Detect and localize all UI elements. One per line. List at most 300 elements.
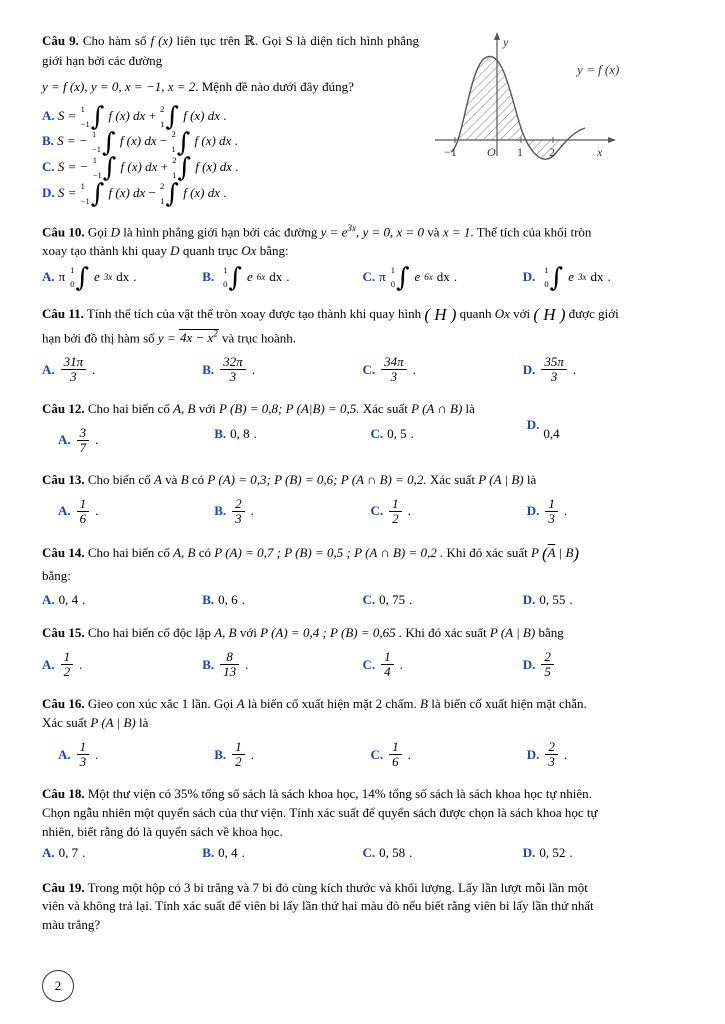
q10-option-C-letter: C.: [362, 269, 376, 285]
q10-label: Câu 10.: [42, 224, 85, 240]
q13-option-C-fraction: $\frac{1}{2}$: [389, 497, 402, 526]
q16-t3: là biến cố xuất hiện mặt chẵn.: [431, 696, 587, 712]
q19-text-line1: Trong một hộp có 3 bi trắng và 7 bi đỏ cùng kích thước và khối lượng. Lấy lần lượt mỗi lần một: [87, 879, 588, 895]
q16-t1: Gieo con xúc xắc 1 lần. Gọi: [87, 696, 234, 712]
q12-option-A-end: .: [95, 432, 99, 448]
q9-option-C-body2: f (x) dx: [195, 159, 233, 175]
q11-option-B-letter: B.: [202, 361, 215, 377]
q12-label: Câu 12.: [42, 401, 85, 417]
q13-option-D[interactable]: [527, 497, 683, 526]
q18-line3: [42, 823, 683, 842]
q9-option-B-letter: B.: [42, 133, 54, 149]
q16-option-C-end: .: [407, 746, 411, 762]
q16-option-A-letter: A.: [58, 746, 71, 762]
q13-label: Câu 13.: [42, 472, 85, 488]
q14-option-B-value: 0, 6: [218, 592, 238, 608]
q15-option-A[interactable]: [42, 650, 202, 679]
q9-text-mid: liên tục trên: [176, 33, 241, 48]
q15-label: Câu 15.: [42, 625, 85, 641]
q10-option-B-exp: 6x: [256, 272, 266, 283]
q19-line1: [42, 879, 683, 898]
q18-text-line1: Một thư viện có 35% tổng số sách là sách khoa học, 14% tổng số sách là sách khoa học tự nhiên.: [87, 786, 592, 802]
q10-option-C-dx: dx: [436, 269, 450, 285]
q14-option-C-letter: C.: [362, 592, 376, 608]
q13-option-B-end: .: [250, 503, 254, 519]
q11-option-C[interactable]: [363, 355, 523, 384]
q10-option-A-dx: dx: [116, 269, 130, 285]
q10-D: D: [110, 224, 121, 240]
q15-option-B-end: .: [245, 656, 249, 672]
q12-option-A-letter: A.: [58, 432, 71, 448]
q18-line2: [42, 804, 683, 823]
q12-option-A-fraction: $\frac{3}{7}$: [77, 426, 90, 455]
q9-option-C-int1: 1 −1 ∫: [92, 153, 117, 184]
q11-option-C-end: .: [412, 361, 416, 377]
q14-text: [42, 542, 683, 567]
q16-text: [42, 695, 683, 714]
q15-option-D-letter: D.: [522, 656, 536, 672]
q10-option-D-integral: 1 0 ∫: [544, 262, 564, 293]
q10-options: [42, 262, 683, 293]
q10-line2-c: bằng:: [259, 242, 289, 258]
q14-pcond: P ($\overline{A}$ | B): [531, 543, 580, 563]
q11-t3: với: [513, 306, 531, 322]
q18-option-B-value: 0, 4: [218, 844, 238, 860]
q13-options: [42, 497, 683, 526]
q18-options: [42, 845, 683, 861]
q12-AB: A, B: [173, 401, 196, 417]
q11-option-A-fraction: $\frac{31\pi}{3}$: [61, 355, 87, 384]
q15-option-A-end: .: [79, 656, 83, 672]
question-9: [42, 32, 683, 210]
q13-B: B: [180, 472, 189, 488]
q16-option-D-end: .: [563, 746, 568, 762]
q14-line2-text: bằng:: [42, 567, 71, 583]
q9-option-D-mid: −: [148, 184, 156, 200]
q14-option-B-end: .: [241, 592, 245, 608]
q9-graph-svg: [425, 28, 661, 180]
q16-line2-a: Xác suất: [42, 715, 88, 731]
q18-option-D[interactable]: [523, 845, 683, 861]
q9-label: Câu 9.: [42, 33, 79, 48]
q16-A: A: [236, 696, 245, 712]
q11-option-B-fraction: $\frac{32\pi}{3}$: [220, 355, 246, 384]
q15-t1: Cho hai biến cố độc lập: [87, 625, 211, 641]
q13-option-C-letter: C.: [370, 503, 384, 519]
q14-line2: [42, 567, 683, 586]
q18-option-B-end: .: [241, 844, 245, 860]
q9-origin-label: O: [487, 145, 496, 159]
q12-pint: P (A ∩ B): [411, 401, 463, 417]
q16-option-B[interactable]: [214, 740, 370, 769]
q16-option-A[interactable]: [42, 740, 214, 769]
q9-option-B-end: .: [234, 133, 238, 149]
q11-H2: ( H ): [533, 305, 566, 325]
q12-t2: với: [198, 401, 216, 417]
q10-line2-Ox: Ox: [241, 242, 257, 258]
q9-curve-label: y = f (x): [577, 62, 620, 77]
q13-option-B-fraction: $\frac{2}{3}$: [232, 497, 245, 526]
q9-axis-x-label: x: [597, 145, 603, 159]
q10-option-A[interactable]: [42, 262, 202, 293]
q16-option-B-end: .: [250, 746, 254, 762]
q11-option-B[interactable]: [202, 355, 362, 384]
q15-option-B-letter: B.: [202, 656, 215, 672]
q9-option-A-body2: f (x) dx: [183, 107, 221, 123]
q16-B: B: [420, 696, 428, 712]
q11-fn: $y = 4x - x^2$: [157, 328, 218, 346]
q10-option-B-letter: B.: [202, 269, 215, 285]
q12-option-B[interactable]: [214, 426, 370, 442]
q10-option-C-pi: π: [379, 269, 386, 285]
q10-option-D-end: .: [607, 269, 611, 285]
q10-option-C[interactable]: [362, 262, 523, 293]
q9-tick-minus1: −1: [444, 145, 457, 159]
q13-t2: và: [165, 472, 178, 488]
q18-label: Câu 18.: [42, 786, 85, 802]
question-15: [42, 624, 683, 679]
q15-option-B[interactable]: [202, 650, 362, 679]
q12-t4: là: [465, 401, 475, 417]
q10-option-D-body: e: [568, 269, 574, 285]
q9-option-A-int2: 2 1 ∫: [160, 101, 179, 132]
q14-option-C-end: .: [409, 592, 413, 608]
question-16: [42, 695, 683, 769]
q15-option-D-fraction: $\frac{2}{5}$: [541, 650, 554, 679]
q16-option-B-fraction: $\frac{1}{2}$: [232, 740, 245, 769]
q9-option-D-body1: f (x) dx: [108, 184, 146, 200]
q10-option-B-end: .: [286, 269, 290, 285]
q18-option-A-value: 0, 7: [58, 844, 79, 860]
q11-l2t1: hạn bởi đồ thị hàm số: [42, 330, 155, 346]
q16-option-C[interactable]: [371, 740, 527, 769]
q16-line2: [42, 714, 683, 733]
q14-t3: Khi đó xác suất: [446, 544, 528, 560]
q14-option-B-letter: B.: [202, 592, 215, 608]
q16-option-A-fraction: $\frac{1}{3}$: [77, 740, 90, 769]
q10-line2-b: quanh trục: [182, 242, 239, 258]
q11-option-A-letter: A.: [42, 361, 55, 377]
q16-t2: là biến cố xuất hiện mặt 2 chấm.: [247, 696, 417, 712]
q10-e1-sup: 3x: [347, 222, 356, 233]
q16-option-D-letter: D.: [526, 746, 540, 762]
q16-line2-b: là: [138, 715, 149, 731]
q15-option-A-fraction: $\frac{1}{2}$: [61, 650, 74, 679]
q18-text-line3: nhiên, biết rằng đó là quyển sách về khoa học.: [42, 823, 283, 839]
q14-pint: P (A ∩ B) = 0,2 .: [354, 544, 444, 560]
q13-A: A: [153, 472, 162, 488]
q12-pb: P (B) = 0,8;: [218, 401, 283, 417]
q11-line2: [42, 328, 683, 348]
q9-option-D-int1: 1 −1 ∫: [80, 179, 105, 210]
q13-option-A-fraction: $\frac{1}{6}$: [77, 497, 90, 526]
question-11: [42, 303, 683, 384]
q10-t1: Gọi: [87, 224, 108, 240]
q11-option-C-fraction: $\frac{34\pi}{3}$: [381, 355, 407, 384]
q18-option-A-letter: A.: [42, 844, 55, 860]
q12-option-C-end: .: [410, 425, 414, 441]
q16-option-D[interactable]: [527, 740, 683, 769]
q14-option-D-value: 0, 55: [539, 592, 566, 608]
q18-option-D-value: 0, 52: [539, 844, 566, 860]
q12-option-B-letter: B.: [214, 425, 227, 441]
q10-option-C-body: e: [414, 269, 421, 285]
q9-option-D[interactable]: [42, 179, 683, 210]
q9-option-C-mid: +: [160, 159, 168, 175]
q10-option-B-dx: dx: [269, 269, 283, 285]
q9-option-A-body1: f (x) dx: [108, 107, 146, 123]
q14-t2: có: [198, 544, 212, 560]
q12-pab: P (A|B) = 0,5.: [285, 401, 360, 417]
q14-option-B[interactable]: [202, 592, 362, 608]
q15-t2: với: [239, 625, 257, 641]
q9-option-D-end: .: [223, 184, 227, 200]
question-10: [42, 222, 683, 293]
q16-pcond: P (A | B): [90, 715, 136, 731]
q9-option-B-body1: f (x) dx: [119, 133, 157, 149]
q18-line1: [42, 785, 683, 804]
q19-text-line3: màu trắng?: [42, 917, 101, 933]
q9-fx: f (x): [150, 33, 173, 48]
q19-line2: [42, 897, 683, 916]
q14-AB: A, B: [173, 544, 196, 560]
q9-option-A-S: S =: [57, 107, 77, 123]
q12-option-A[interactable]: [42, 426, 214, 455]
q9-text-before: Cho hàm số: [82, 33, 147, 48]
q9-R-symbol: ℝ: [244, 34, 255, 49]
q13-option-D-letter: D.: [526, 503, 540, 519]
q9-option-C-int2: 2 1 ∫: [172, 153, 191, 184]
q15-options: [42, 650, 683, 679]
q18-text-line2: Chọn ngẫu nhiên một quyển sách của thư viện. Tính xác suất để quyển sách được chọn là sách khoa học tự: [42, 804, 598, 820]
q11-t1: Tính thể tích của vật thể tròn xoay được tạo thành khi quay hình: [86, 306, 422, 322]
q12-option-B-end: .: [253, 425, 257, 441]
q14-option-D-letter: D.: [522, 592, 536, 608]
q9-option-B-int2: 2 1 ∫: [171, 127, 191, 158]
q15-pcond: P (A | B): [489, 625, 536, 641]
question-19: [42, 879, 683, 936]
q13-text: [42, 471, 683, 490]
q11-label: Câu 11.: [42, 306, 84, 322]
q10-option-B-integral: 1 0 ∫: [223, 262, 242, 293]
q10-option-D-exp: 3x: [577, 272, 587, 283]
q18-option-C-letter: C.: [362, 844, 376, 860]
q12-option-B-value: 0, 8: [230, 425, 250, 441]
q10-option-B[interactable]: [202, 262, 362, 293]
q10-option-C-integral: 1 0 ∫: [390, 262, 410, 293]
q9-option-D-int2: 2 1 ∫: [160, 179, 179, 210]
q9-option-D-letter: D.: [42, 184, 55, 200]
q11-option-B-end: .: [251, 361, 255, 377]
q16-option-D-fraction: $\frac{2}{3}$: [545, 740, 558, 769]
q18-option-C-end: .: [409, 844, 413, 860]
q11-t2: quanh: [459, 306, 492, 322]
q14-option-D-end: .: [569, 592, 573, 608]
q12-option-C[interactable]: [371, 426, 527, 442]
q10-option-D-letter: D.: [522, 269, 536, 285]
q12-t1: Cho hai biến cố: [87, 401, 170, 417]
q10-option-D-dx: dx: [590, 269, 604, 285]
q11-line1: [42, 303, 683, 328]
q13-option-D-fraction: $\frac{1}{3}$: [545, 497, 558, 526]
q9-option-B-body2: f (x) dx: [194, 133, 232, 149]
q15-option-C-letter: C.: [362, 656, 376, 672]
q15-AB: A, B: [214, 625, 237, 641]
q11-option-A[interactable]: [42, 355, 202, 384]
q14-option-A[interactable]: [42, 592, 202, 608]
q16-option-B-letter: B.: [214, 746, 227, 762]
q18-option-A[interactable]: [42, 845, 202, 861]
q15-t3: Khi đó xác suất: [405, 625, 487, 641]
q18-option-A-end: .: [82, 844, 86, 860]
q16-label: Câu 16.: [42, 696, 85, 712]
q9-option-C-body1: f (x) dx: [120, 159, 158, 175]
question-18: [42, 785, 683, 861]
q13-option-B-letter: B.: [214, 503, 227, 519]
q13-t5: là: [526, 472, 537, 488]
q9-option-A-int1: 1 −1 ∫: [80, 101, 105, 132]
q9-option-B-S: S = −: [57, 133, 88, 149]
q10-e4: x = 1: [442, 224, 471, 240]
q18-option-B-letter: B.: [202, 844, 215, 860]
q13-option-C-end: .: [407, 503, 411, 519]
q15-option-B-fraction: $\frac{8}{13}$: [220, 650, 239, 679]
q12-option-C-value: 0, 5: [387, 425, 407, 441]
q10-option-A-pi: π: [58, 269, 66, 285]
question-12: [42, 400, 683, 455]
q13-t1: Cho biến cố: [87, 472, 151, 488]
q13-option-D-end: .: [563, 503, 568, 519]
q10-t3: . Thể tích của khối tròn: [470, 224, 592, 240]
q18-option-D-letter: D.: [522, 844, 536, 860]
q19-line3: [42, 916, 683, 935]
q15-pa: P (A) = 0,4 ;: [260, 625, 327, 641]
q9-option-A-letter: A.: [42, 107, 55, 123]
q14-option-A-end: .: [82, 592, 86, 608]
q9-option-D-S: S =: [57, 184, 77, 200]
q9-text-after: . Gọi S là diện tích hình phẳng giới hạn bởi các đường: [42, 33, 420, 68]
q10-option-A-integral: 1 0 ∫: [70, 262, 90, 293]
q11-t4: được giới: [568, 306, 619, 322]
q12-t3: Xác suất: [362, 401, 408, 417]
q15-option-C-end: .: [399, 656, 403, 672]
q18-option-B[interactable]: [202, 845, 362, 861]
q12-option-D[interactable]: [526, 416, 683, 442]
q13-eq: P (A) = 0,3; P (B) = 0,6; P (A ∩ B) = 0,2.: [207, 472, 427, 488]
q14-option-C-value: 0, 75: [379, 592, 406, 608]
q10-option-A-end: .: [133, 269, 137, 285]
q13-option-A-end: .: [95, 503, 99, 519]
q9-option-C-end: .: [235, 159, 239, 175]
q15-option-C[interactable]: [363, 650, 523, 679]
q12-option-D-value: 0,4: [543, 425, 560, 441]
q11-Ox: Ox: [494, 306, 510, 322]
q13-t3: có: [191, 472, 205, 488]
q11-l2t2: và trục hoành.: [222, 330, 297, 346]
question-13: [42, 471, 683, 526]
q13-pcond: P (A | B): [478, 472, 524, 488]
q14-option-A-letter: A.: [42, 592, 55, 608]
q10-option-C-end: .: [453, 269, 458, 285]
q15-option-C-fraction: $\frac{1}{4}$: [381, 650, 394, 679]
q10-t2: là hình phẳng giới hạn bởi các đường: [123, 224, 318, 240]
q15-option-A-letter: A.: [42, 656, 55, 672]
q14-pb: P (B) = 0,5 ;: [284, 544, 351, 560]
q10-option-A-exp: 3x: [103, 272, 113, 283]
q10-option-D[interactable]: [522, 262, 683, 293]
q9-axis-y-label: y: [503, 35, 509, 49]
q18-option-C-value: 0, 58: [379, 844, 406, 860]
q9-option-D-body2: f (x) dx: [183, 184, 221, 200]
q10-line2-a: xoay tạo thành khi quay: [42, 242, 167, 258]
q9-option-B-mid: −: [159, 133, 168, 149]
q10-option-A-body: e: [94, 269, 100, 285]
q10-e1: y = e: [320, 224, 348, 240]
q9-option-A-mid: +: [148, 107, 156, 123]
q10-e3: và: [427, 224, 440, 240]
q13-option-B[interactable]: [214, 497, 370, 526]
q15-t4: bằng: [538, 625, 564, 641]
q13-option-A-letter: A.: [58, 503, 71, 519]
page-number: [42, 970, 74, 1002]
q10-line2: [42, 242, 683, 261]
q9-line2-pre: y = f (x), y = 0, x = −1, x = 2: [42, 78, 196, 94]
q11-option-D-end: .: [572, 361, 577, 377]
q9-graph: [425, 28, 661, 180]
q11-option-C-letter: C.: [362, 361, 376, 377]
q12-option-D-letter: D.: [526, 416, 540, 432]
q10-option-A-letter: A.: [42, 269, 55, 285]
q16-option-C-letter: C.: [370, 746, 384, 762]
q13-option-C[interactable]: [371, 497, 527, 526]
q10-line2-D: D: [170, 242, 180, 258]
q11-H1: ( H ): [424, 305, 457, 325]
q12-option-C-letter: C.: [370, 425, 384, 441]
q14-option-C[interactable]: [363, 592, 523, 608]
q12-text: [42, 400, 683, 419]
question-14: [42, 542, 683, 608]
q11-option-D-letter: D.: [522, 361, 536, 377]
q11-option-D-fraction: $\frac{35\pi}{3}$: [541, 355, 567, 384]
q14-option-D[interactable]: [523, 592, 683, 608]
q9-option-B-int1: 1 −1 ∫: [91, 127, 116, 158]
q11-options: [42, 355, 683, 384]
q14-options: [42, 592, 683, 608]
q15-option-D[interactable]: [523, 650, 683, 679]
q18-option-D-end: .: [569, 844, 573, 860]
q14-pa: P (A) = 0,7 ;: [214, 544, 281, 560]
q14-label: Câu 14.: [42, 544, 85, 560]
q16-option-A-end: .: [95, 746, 99, 762]
q18-option-C[interactable]: [363, 845, 523, 861]
q13-t4: Xác suất: [429, 472, 476, 488]
q16-option-C-fraction: $\frac{1}{6}$: [389, 740, 402, 769]
page-number-value: 2: [54, 978, 62, 993]
q12-options: [42, 416, 683, 455]
q14-t1: Cho hai biến cố: [87, 544, 170, 560]
q11-option-A-end: .: [92, 361, 96, 377]
q19-text-line2: viên và không trả lại. Tính xác suất để viên bi lấy lần thứ hai màu đỏ nếu biết rằng viên bi lấy lần thứ nhất: [42, 898, 594, 914]
q16-options: [42, 740, 683, 769]
q10-e2: , y = 0, x = 0: [355, 224, 425, 240]
q13-option-A[interactable]: [42, 497, 214, 526]
q9-option-A-end: .: [223, 107, 227, 123]
q11-option-D[interactable]: [523, 355, 683, 384]
q9-option-C-S: S = −: [57, 159, 89, 175]
q19-label: Câu 19.: [42, 879, 85, 895]
q15-pb: P (B) = 0,65 .: [330, 625, 403, 641]
q9-line2-post: . Mệnh đề nào dưới đây đúng?: [195, 78, 354, 94]
